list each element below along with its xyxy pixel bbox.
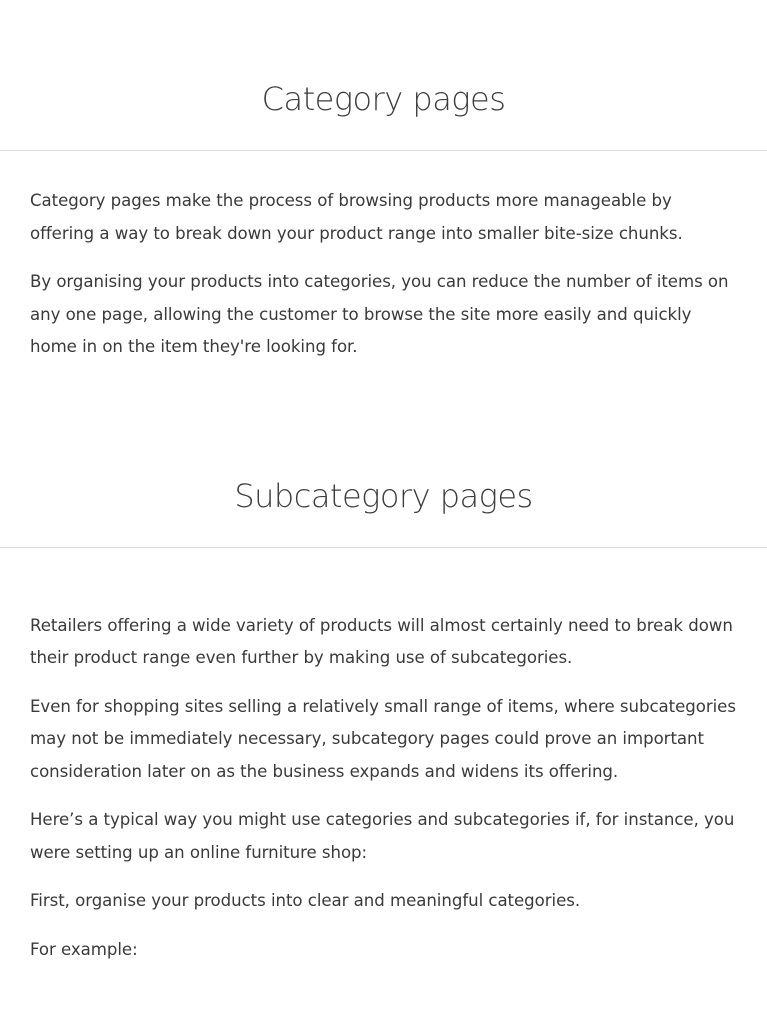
subcategory-pages-body: [0, 548, 767, 967]
category-pages-body: [0, 151, 767, 364]
paragraph: For example:: [30, 939, 138, 959]
paragraph: Retailers offering a wide variety of products will almost certainly need to break down their product range even further by making use of subcategories.: [30, 615, 733, 667]
paragraph: Here’s a typical way you might use categories and subcategories if, for instance, you were setting up an online furniture shop:: [30, 810, 735, 862]
paragraph: Category pages make the process of browsing products more manageable by offering a way to break down your product range into smaller bite-size chunks.: [30, 191, 683, 243]
paragraph: Even for shopping sites selling a relatively small range of items, where subcategories may not be immediately necessary, subcategory pages could prove an important consideration later on as the business expands and widens its offering.: [30, 696, 736, 781]
paragraph: First, organise your products into clear and meaningful categories.: [30, 891, 581, 910]
paragraph: By organising your products into categories, you can reduce the number of items on any one page, allowing the customer to browse the site more easily and quickly home in on the item they're looking for.: [30, 272, 729, 356]
subcategory-pages-heading: Subcategory pages: [234, 476, 533, 515]
category-pages-heading: Category pages: [261, 80, 506, 118]
